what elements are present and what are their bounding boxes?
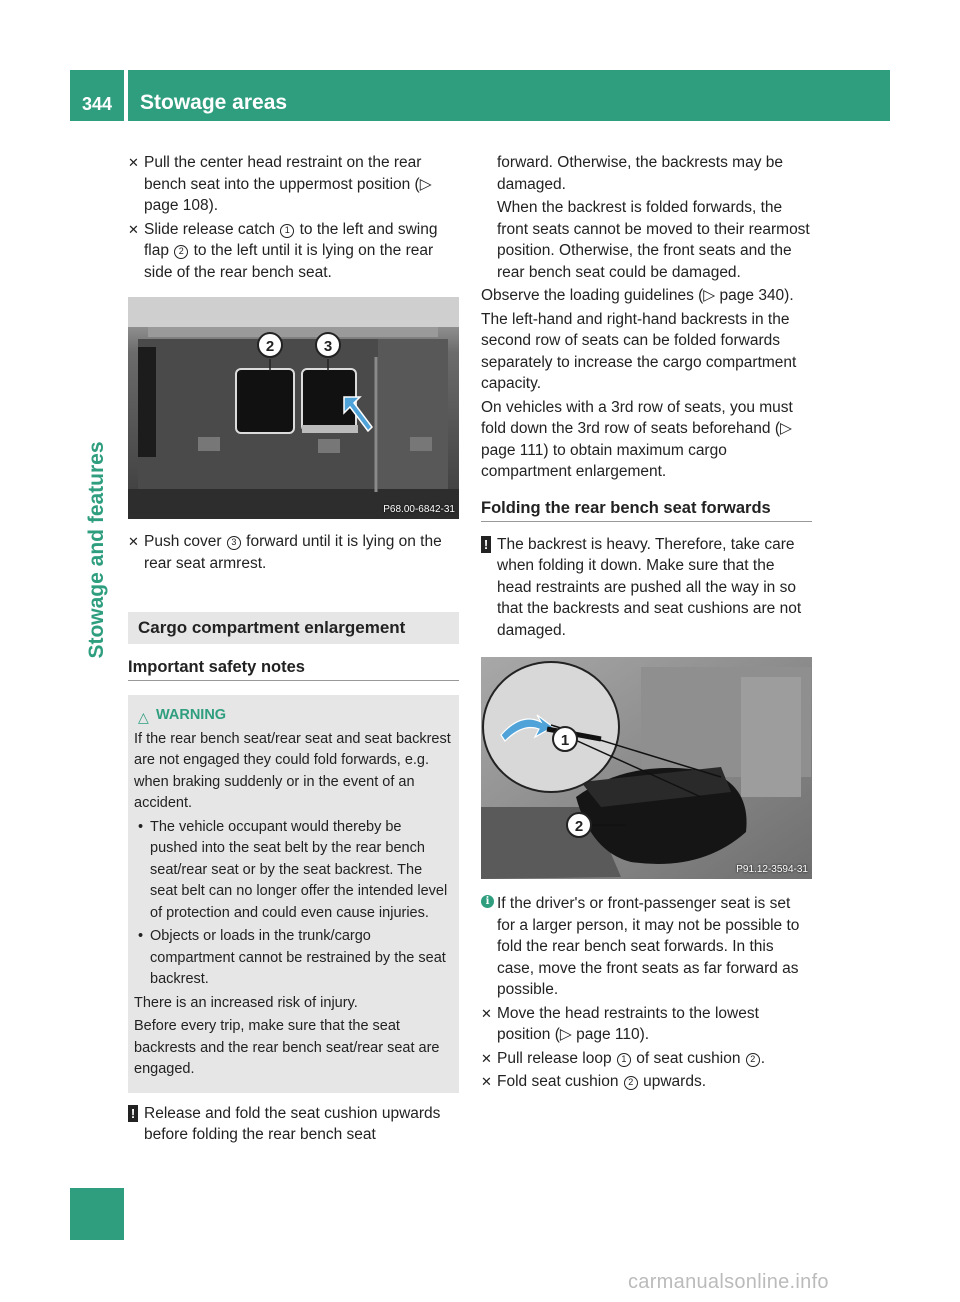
warning-text: There is an increased risk of injury.: [134, 994, 358, 1011]
warning-bullet: • The vehicle occupant would thereby be pushed into the seat belt by the rear bench seat/rear seat or by the seat backrest. The seat belt can no longer offer the intended level of protection and could even cause injuries.: [138, 818, 448, 921]
callout-number-icon: 1: [617, 1053, 631, 1067]
header-divider: [124, 70, 128, 121]
figure-callout-1: 1: [560, 732, 570, 749]
cargo-flap-illustration: [128, 297, 459, 519]
notice-continuation: forward. Otherwise, the backrests may be damaged.: [497, 154, 784, 193]
paragraph: The left-hand and right-hand backrests in the second row of seats can be folded forwards separately to increase the cargo compartment capacity.: [481, 310, 797, 392]
callout-number-icon: 1: [280, 224, 294, 238]
figure-code: P91.12-3594-31: [736, 864, 808, 875]
warning-box: [128, 695, 459, 1093]
notice-backrest-heavy: ! The backrest is heavy. Therefore, take care when folding it down. Make sure that the head restraints are pushed all the way in so that the backrests and seat cushions are not damaged.: [481, 534, 812, 642]
step-push-cover: ✕ Push cover 3 forward until it is lying on the rear seat armrest.: [128, 533, 442, 572]
figure-callout-2: 2: [265, 338, 275, 355]
info-icon: i: [481, 895, 494, 908]
warning-text: Before every trip, make sure that the seat backrests and the rear bench seat/rear seat are engaged.: [134, 1018, 440, 1077]
step-x-icon: ✕: [128, 534, 139, 549]
warning-text: If the rear bench seat/rear seat and seat backrest are not engaged they could fold forwards, e.g. when braking suddenly or in the event of an accident.: [134, 730, 451, 811]
step-move-head-restraints: ✕ Move the head restraints to the lowest position (▷ page 110).: [481, 1004, 759, 1043]
subsection-title: Folding the rear bench seat forwards: [481, 497, 812, 522]
notice-continuation: When the backrest is folded forwards, the front seats cannot be moved to their rearmost position. Otherwise, the front seats and the rear bench seat could be damaged.: [497, 199, 810, 281]
step-fold-seat-cushion: ✕ Fold seat cushion 2 upwards.: [481, 1071, 812, 1093]
step-x-icon: ✕: [481, 1005, 492, 1021]
page-title: Stowage areas: [140, 91, 288, 114]
figure-cargo-flap: [128, 297, 459, 519]
paragraph: On vehicles with a 3rd row of seats, you must fold down the 3rd row of seats beforehand (▷ page 111) to obtain maximum cargo compartment enlargement.: [481, 398, 793, 480]
page-number: 344: [81, 94, 113, 114]
info-note: i If the driver's or front-passenger seat is set for a larger person, it may not be possible to fold the rear bench seat forwards. In this case, move the front seats as far forward as possible.: [481, 893, 812, 1001]
callout-number-icon: 2: [624, 1076, 638, 1090]
side-tab-marker: [70, 1188, 124, 1240]
figure-code: P68.00-6842-31: [383, 504, 455, 515]
warning-triangle-icon: △: [138, 709, 149, 725]
callout-number-icon: 3: [227, 536, 241, 550]
left-column: [128, 152, 459, 1146]
callout-number-icon: 2: [746, 1053, 760, 1067]
bullet-icon: •: [138, 818, 144, 835]
step-x-icon: ✕: [128, 221, 139, 237]
notice-release-cushion: ! Release and fold the seat cushion upwards before folding the rear bench seat: [128, 1103, 459, 1146]
subsection-title: Important safety notes: [128, 656, 459, 681]
warning-bullet: • Objects or loads in the trunk/cargo compartment cannot be restrained by the seat backrest.: [138, 928, 446, 987]
right-column: [481, 152, 812, 1095]
callout-number-icon: 2: [174, 245, 188, 259]
figure-seat-cushion: [481, 657, 812, 879]
exclamation-icon: !: [128, 1105, 138, 1122]
step-slide-release-catch: ✕ Slide release catch 1 to the left and swing flap 2 to the left until it is lying on the rear side of the rear bench seat.: [128, 220, 438, 281]
step-x-icon: ✕: [128, 155, 139, 170]
figure-callout-2: 2: [574, 818, 584, 835]
figure-callout-3: 3: [323, 338, 333, 355]
step-x-icon: ✕: [481, 1074, 492, 1089]
step-pull-release-loop: ✕ Pull release loop 1 of seat cushion 2 .: [481, 1048, 812, 1070]
step-pull-head-restraint: ✕ Pull the center head restraint on the rear bench seat into the uppermost position (▷ page 108).: [128, 154, 432, 214]
footer-watermark: carmanualsonline.info: [628, 1271, 829, 1293]
section-title: Cargo compartment enlargement: [128, 612, 459, 644]
bullet-icon: •: [138, 928, 144, 944]
step-x-icon: ✕: [481, 1050, 492, 1066]
side-tab-label: Stowage and features: [85, 441, 108, 659]
paragraph: Observe the loading guidelines (▷ page 340).: [481, 287, 794, 304]
exclamation-icon: !: [481, 536, 491, 553]
seat-cushion-illustration: [481, 657, 812, 879]
warning-title: △ WARNING: [134, 705, 451, 727]
